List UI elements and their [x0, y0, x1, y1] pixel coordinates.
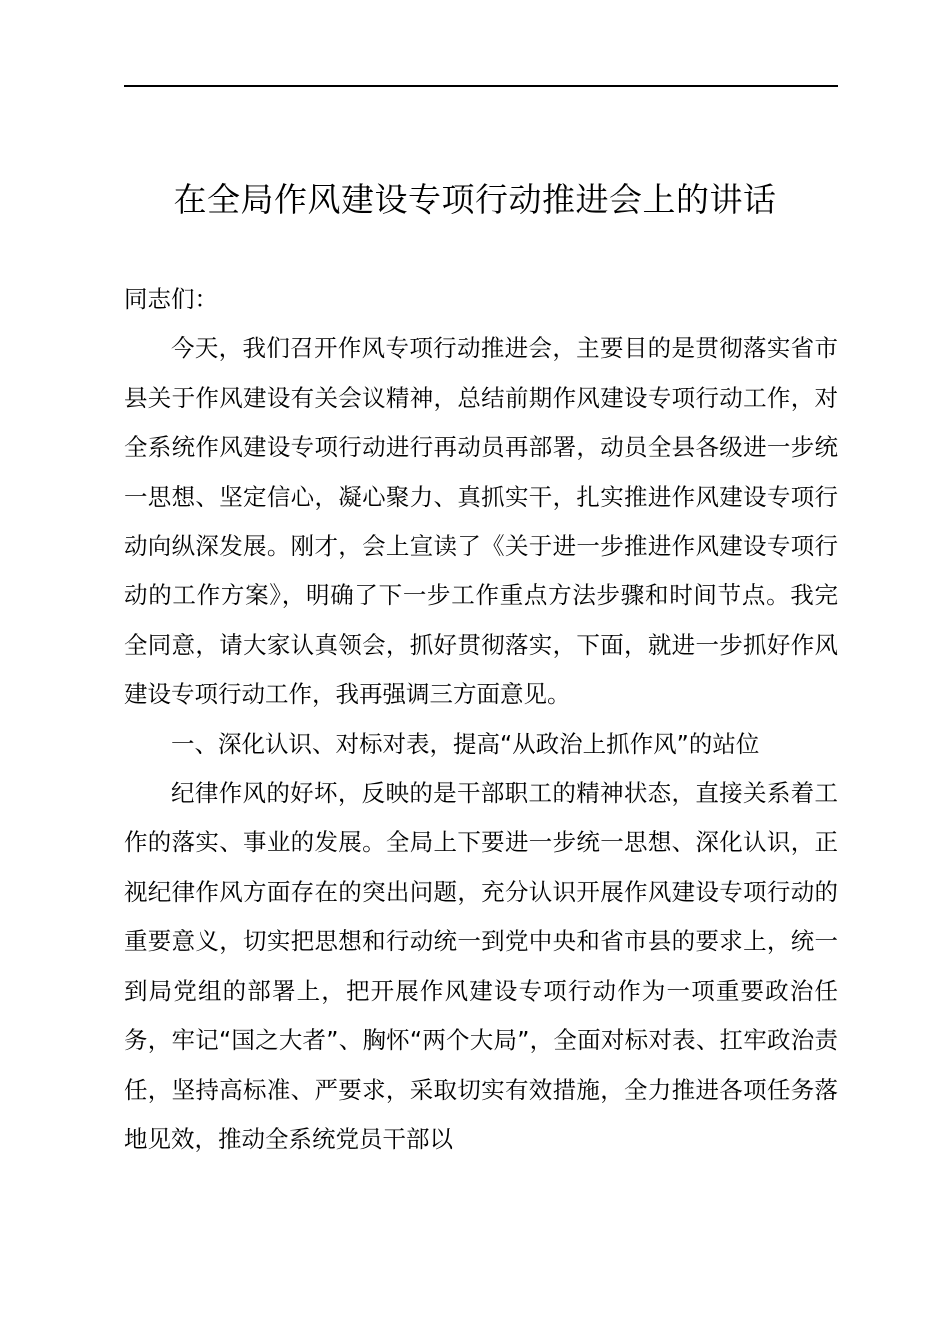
- paragraph-section-1: 纪律作风的好坏，反映的是干部职工的精神状态，直接关系着工作的落实、事业的发展。全局上下要进一步统一思想、深化认识，正视纪律作风方面存在的突出问题，充分认识开展作风建设专项行动的重要意义，切实把思想和行动统一到党中央和省市县的要求上，统一到局党组的部署上，把开展作风建设专项行动作为一项重要政治任务，牢记“国之大者”、胸怀“两个大局”，全面对标对表、扛牢政治责任，坚持高标准、严要求，采取切实有效措施，全力推进各项任务落地见效，推动全系统党员干部以: [124, 779, 838, 1153]
- header-rule: [124, 85, 838, 87]
- document-body: [124, 275, 838, 1164]
- paragraph-intro: 今天，我们召开作风专项行动推进会，主要目的是贯彻落实省市县关于作风建设有关会议精神，总结前期作风建设专项行动工作，对全系统作风建设专项行动进行再动员再部署，动员全县各级进一步统一思想、坚定信心，凝心聚力、真抓实干，扎实推进作风建设专项行动向纵深发展。刚才，会上宣读了《关于进一步推进作风建设专项行动的工作方案》，明确了下一步工作重点方法步骤和时间节点。我完全同意，请大家认真领会，抓好贯彻落实，下面，就进一步抓好作风建设专项行动工作，我再强调三方面意见。: [124, 334, 838, 709]
- document-title: 在全局作风建设专项行动推进会上的讲话: [173, 180, 777, 219]
- salutation: 同志们：: [124, 285, 218, 313]
- section-heading-1: 一、深化认识、对标对表，提高“从政治上抓作风”的站位: [171, 729, 760, 758]
